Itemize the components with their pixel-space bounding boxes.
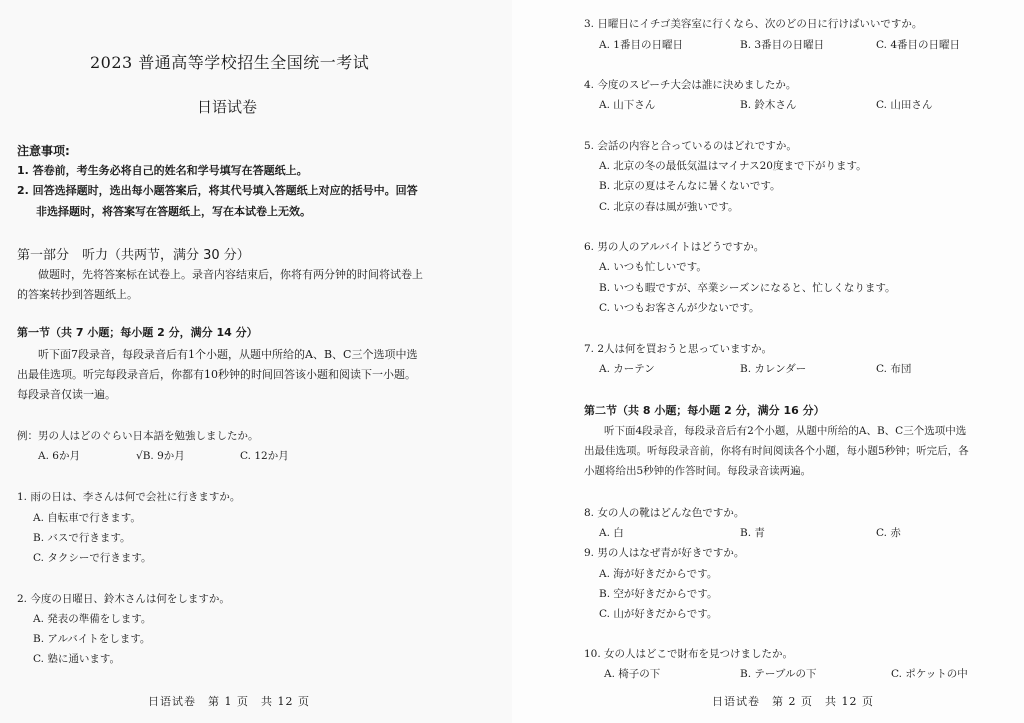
q3-option-b: B. 3番目の日曜日 xyxy=(740,39,825,51)
q8-option-a: A. 白 xyxy=(599,527,624,539)
section2-text-2: 出最佳选项。听每段录音前，你将有时间阅读各个小题，每小题5秒钟；听完后，各 xyxy=(584,445,969,457)
section1-title: 第一节（共 7 小题；每小题 2 分，满分 14 分） xyxy=(17,326,258,339)
example-option-b: √B. 9か月 xyxy=(136,450,185,462)
q3-question: 3. 日曜日にイチゴ美容室に行くなら、次のどの日に行けばいいですか。 xyxy=(584,18,923,30)
example-question: 例：男の人はどのぐらい日本語を勉強しましたか。 xyxy=(17,430,259,442)
q2-option-b: B. アルバイトをします。 xyxy=(33,633,151,645)
q2-option-c: C. 塾に通います。 xyxy=(33,653,120,665)
part1-text-2: 的答案转抄到答题纸上。 xyxy=(17,288,138,301)
paper-title: 日语试卷 xyxy=(197,98,258,116)
note-1: 1. 答卷前，考生务必将自己的姓名和学号填写在答题纸上。 xyxy=(17,164,308,177)
page-footer: 日语试卷 第 2 页 共 12 页 xyxy=(712,695,874,708)
note-2-cont: 非选择题时，将答案写在答题纸上，写在本试卷上无效。 xyxy=(36,205,311,218)
section2-text-1: 听下面4段录音，每段录音后有2个小题，从题中所给的A、B、C三个选项中选 xyxy=(604,425,967,437)
q10-option-c: C. ポケットの中 xyxy=(891,668,968,680)
q6-question: 6. 男の人のアルバイトはどうですか。 xyxy=(584,241,765,253)
section1-text-3: 每段录音仅读一遍。 xyxy=(17,388,116,401)
q5-option-a: A. 北京の冬の最低気温はマイナス20度まで下がります。 xyxy=(599,160,867,172)
q10-option-b: B. テーブルの下 xyxy=(740,668,817,680)
q4-question: 4. 今度のスピーチ大会は誰に決めましたか。 xyxy=(584,79,797,91)
note-2: 2. 回答选择题时，选出每小题答案后，将其代号填入答题纸上对应的括号中。回答 xyxy=(17,184,418,197)
q4-option-b: B. 鈴木さん xyxy=(740,99,797,111)
q6-option-b: B. いつも暇ですが、卒業シーズンになると、忙しくなります。 xyxy=(599,282,896,294)
q2-option-a: A. 発表の準備をします。 xyxy=(33,613,152,625)
part1-title: 第一部分 听力（共两节，满分 30 分） xyxy=(17,248,250,263)
exam-title: 2023 普通高等学校招生全国统一考试 xyxy=(90,53,370,72)
q1-option-c: C. タクシーで行きます。 xyxy=(33,552,152,564)
q9-question: 9. 男の人はなぜ青が好きですか。 xyxy=(584,547,745,559)
section1-text-2: 出最佳选项。听完每段录音后，你都有10秒钟的时间回答该小题和阅读下一小题。 xyxy=(17,368,416,381)
q3-option-a: A. 1番目の日曜日 xyxy=(599,39,683,51)
q1-option-b: B. バスで行きます。 xyxy=(33,532,131,544)
q10-option-a: A. 椅子の下 xyxy=(604,668,661,680)
exam-page-2 xyxy=(512,0,1024,723)
q1-question: 1. 雨の日は、李さんは何で会社に行きますか。 xyxy=(17,491,241,503)
q7-option-a: A. カーテン xyxy=(599,363,655,375)
example-option-a: A. 6か月 xyxy=(38,450,80,462)
q5-option-b: B. 北京の夏はそんなに暑くないです。 xyxy=(599,180,781,192)
q6-option-a: A. いつも忙しいです。 xyxy=(599,261,707,273)
q6-option-c: C. いつもお客さんが少ないです。 xyxy=(599,302,760,314)
example-option-c: C. 12か月 xyxy=(240,450,289,462)
section2-text-3: 小题将给出5秒钟的作答时间。每段录音读两遍。 xyxy=(584,465,812,477)
q7-question: 7. 2人は何を買おうと思っていますか。 xyxy=(584,343,773,355)
section1-text-1: 听下面7段录音，每段录音后有1个小题，从题中所给的A、B、C三个选项中选 xyxy=(38,348,418,361)
section2-title: 第二节（共 8 小题；每小题 2 分，满分 16 分） xyxy=(584,404,825,417)
q9-option-a: A. 海が好きだからです。 xyxy=(599,568,718,580)
q10-question: 10. 女の人はどこで財布を見つけましたか。 xyxy=(584,648,794,660)
notes-heading: 注意事项: xyxy=(17,144,70,158)
q1-option-a: A. 自転車で行きます。 xyxy=(33,512,141,524)
page-footer: 日语试卷 第 1 页 共 12 页 xyxy=(148,695,310,708)
part1-text-1: 做题时，先将答案标在试卷上。录音内容结束后，你将有两分钟的时间将试卷上 xyxy=(38,268,423,281)
q7-option-c: C. 布団 xyxy=(876,363,912,375)
q8-option-b: B. 青 xyxy=(740,527,765,539)
q5-option-c: C. 北京の春は風が強いです。 xyxy=(599,201,739,213)
q9-option-b: B. 空が好きだからです。 xyxy=(599,588,718,600)
q4-option-c: C. 山田さん xyxy=(876,99,933,111)
q2-question: 2. 今度の日曜日、鈴木さんは何をしますか。 xyxy=(17,593,230,605)
q8-question: 8. 女の人の靴はどんな色ですか。 xyxy=(584,507,745,519)
q3-option-c: C. 4番目の日曜日 xyxy=(876,39,961,51)
q4-option-a: A. 山下さん xyxy=(599,99,656,111)
q8-option-c: C. 赤 xyxy=(876,527,901,539)
q9-option-c: C. 山が好きだからです。 xyxy=(599,608,718,620)
q7-option-b: B. カレンダー xyxy=(740,363,807,375)
q5-question: 5. 会話の内容と合っているのはどれですか。 xyxy=(584,140,797,152)
